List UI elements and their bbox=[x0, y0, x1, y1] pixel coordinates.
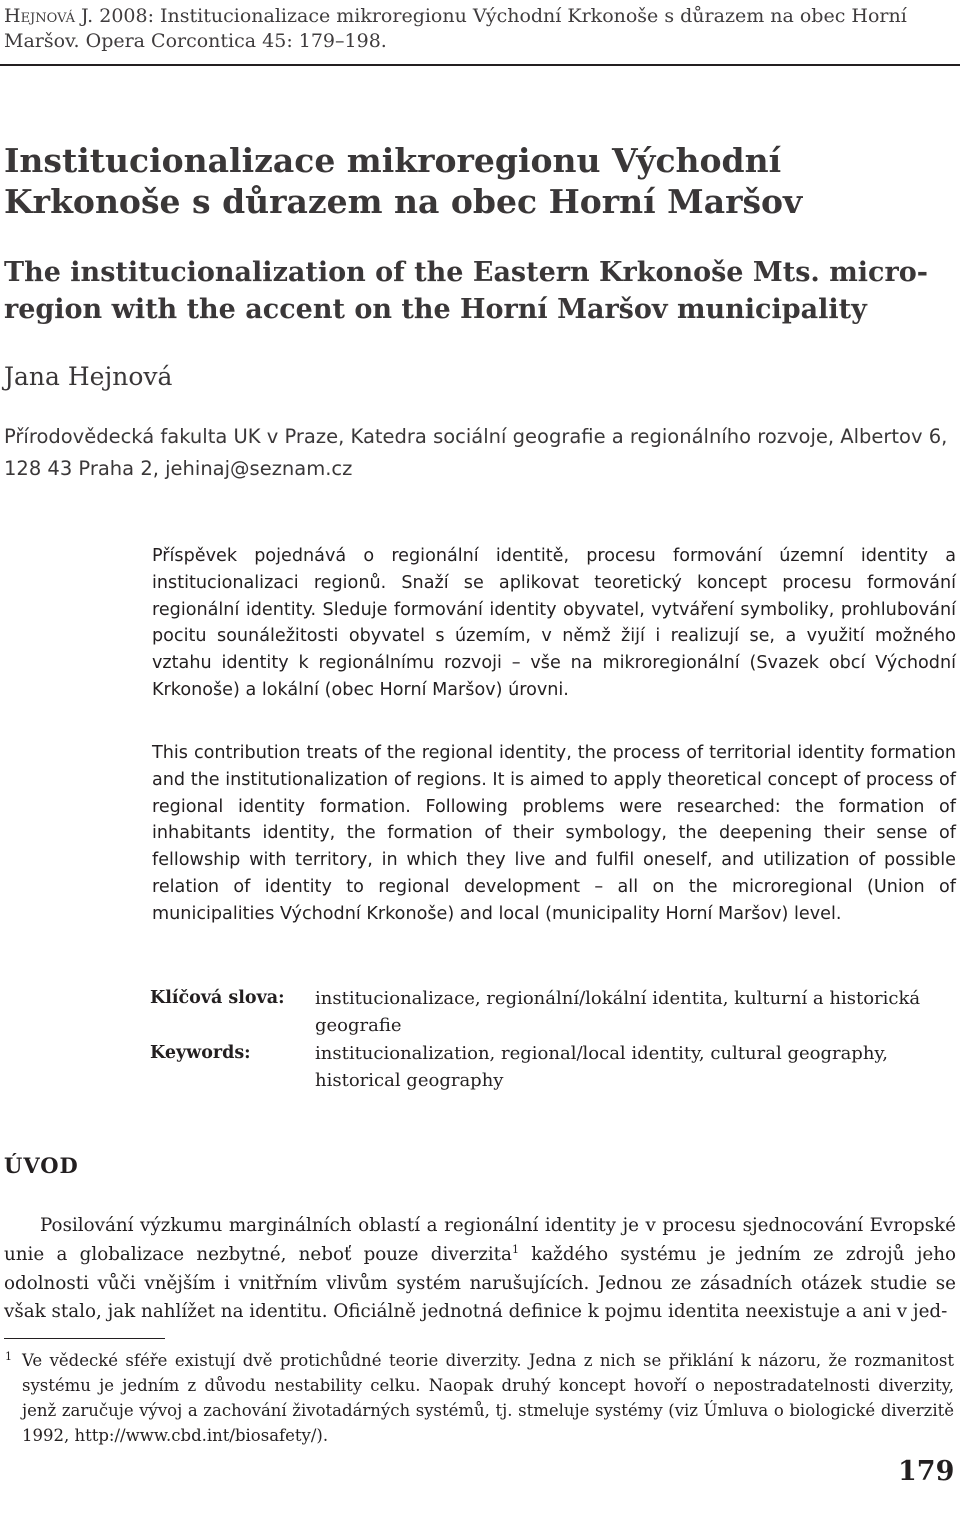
header-rule bbox=[0, 64, 960, 66]
footnote-reference: 1 bbox=[511, 1242, 519, 1256]
footnote bbox=[5, 1348, 954, 1448]
keywords-cs-value: institucionalizace, regionální/lokální identita, kulturní a historická geografie bbox=[315, 988, 921, 1036]
abstract-cs: Příspěvek pojednává o regionální identitě, procesu formování územní identity a institucionalizaci regionů. Snaží se aplikovat teoretický koncept procesu formování regionální identity. Sleduje formování identity obyvatel, vytváření symboliky, prohlubování pocitu sounáležitosti obyvatel s územím, v němž žijí i realizují se, a využití možného vztahu identity k regionálnímu rozvoji – vše na mikroregionální (Svazek obcí Východní Krkonoše) a lokální (obec Horní Maršov) úrovni. bbox=[152, 546, 956, 700]
running-header bbox=[4, 4, 956, 54]
author-name: Jana Hejnová bbox=[4, 362, 173, 391]
article-title-en: The institucionalization of the Eastern Krkonoše Mts. micro-region with the accent on the Horní Maršov municipality bbox=[4, 257, 928, 325]
article-title-cs: Institucionalizace mikroregionu Východní Krkonoše s důrazem na obec Horní Maršov bbox=[4, 141, 803, 221]
footnote-mark: 1 bbox=[5, 1350, 12, 1363]
keywords-en-value: institucionalization, regional/local identity, cultural geography, historical geography bbox=[315, 1043, 888, 1091]
header-author: Hejnová bbox=[4, 5, 75, 27]
author-affiliation: Přírodovědecká fakulta UK v Praze, Katedra sociální geografie a regionálního rozvoje, Albertov 6, 128 43 Praha 2, jehinaj@seznam.cz bbox=[4, 425, 948, 480]
footnote-text: Ve vědecké sféře existují dvě protichůdné teorie diverzity. Jedna z nich se přiklání k názoru, že rozmanitost systému je jedním z důvodu nestability celku. Naopak druhý koncept hovoří o nepostradatelnosti diverzity, jenž zaručuje vývoj a zachování životadárných systémů, tj. stmeluje systémy (viz Úmluva o biologické diverzitě 1992, http://www.cbd.int/biosafety/). bbox=[22, 1351, 954, 1445]
intro-text-part1: Posilování výzkumu marginálních oblastí a regionální identity je v procesu sjednocování Evropské unie a globalizace nezbytné, neboť pouze diverzita bbox=[4, 1215, 956, 1265]
header-citation: J. 2008: Institucionalizace mikroregionu Východní Krkonoše s důrazem na obec Horní Maršov. Opera Corcontica 45: 179–198. bbox=[4, 5, 907, 52]
keywords-en-label: Keywords: bbox=[150, 1043, 251, 1063]
intro-paragraph bbox=[4, 1212, 956, 1327]
page-number: 179 bbox=[898, 1456, 955, 1487]
intro-text-part2: každého systému je jedním ze zdrojů jeho odolnosti vůči vnějším i vnitřním vlivům systém narušujících. Jednou ze zásadních otázek studie se však stalo, jak nahlížet na identitu. Oficiálně jednotná definice k pojmu identita neexistuje a ani v jed- bbox=[4, 1243, 956, 1323]
keywords-cs-label: Klíčová slova: bbox=[150, 988, 285, 1008]
section-heading-intro: ÚVOD bbox=[4, 1153, 79, 1178]
abstract-en: This contribution treats of the regional identity, the process of territorial identity formation and the institutionalization of regions. It is aimed to apply theoretical concept of process of regional identity formation. Following problems were researched: the formation of inhabitants identity, the formation of their symbology, the deepening their sense of fellowship with territory, in which they live and fulfil oneself, and utilization of possible relation of identity to regional development – all on the microregional (Union of municipalities Východní Krkonoše) and local (municipality Horní Maršov) level. bbox=[152, 743, 956, 924]
footnote-rule bbox=[4, 1338, 165, 1339]
